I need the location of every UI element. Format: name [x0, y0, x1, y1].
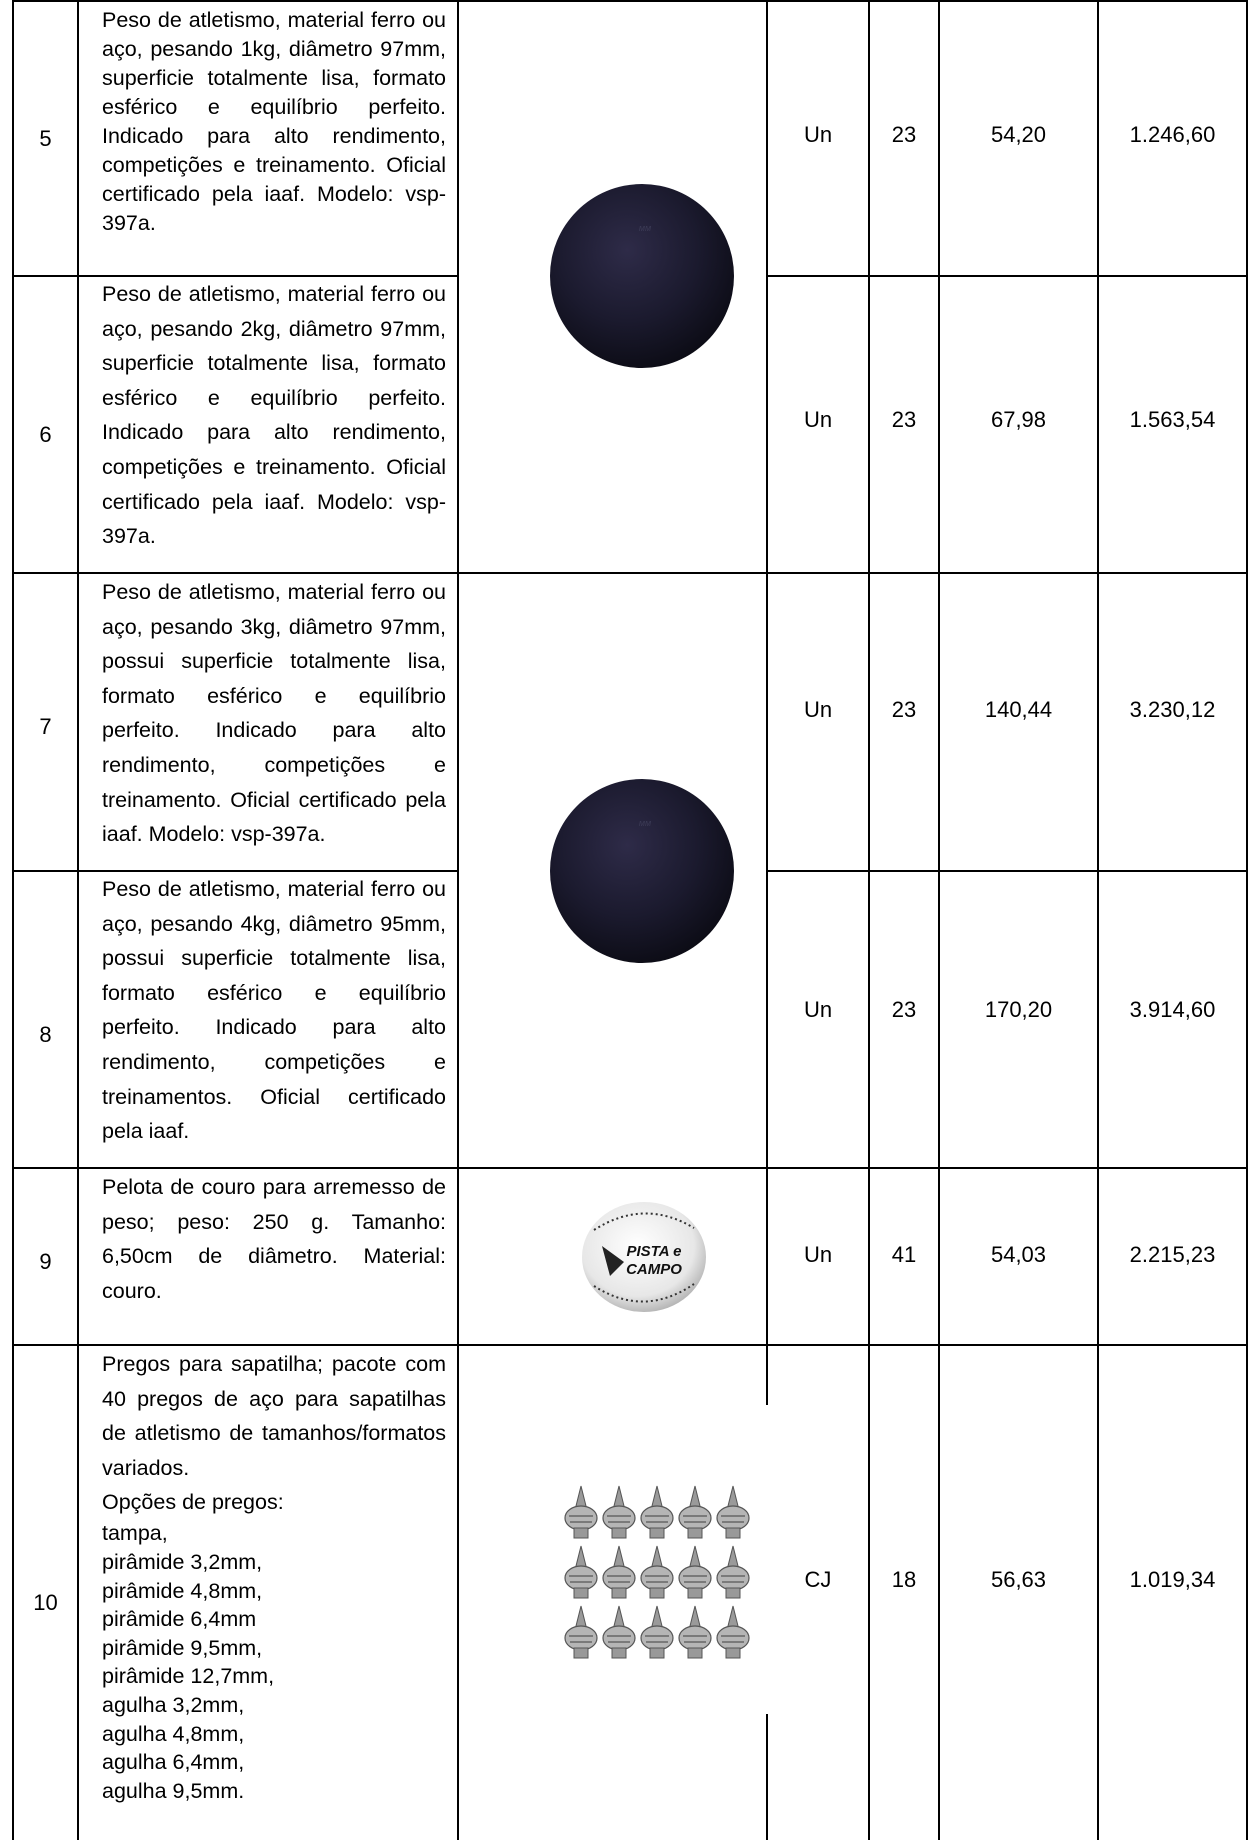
item-description: Pregos para sapatilha; pacote com 40 pregos de aço para sapatilhas de atletismo de tamanhos/formatos variados. — [102, 1352, 446, 1480]
quantity-cell: 18 — [891, 1567, 917, 1592]
item-description: Pelota de couro para arremesso de peso; peso: 250 g. Tamanho: 6,50cm de diâmetro. Material: couro. — [102, 1175, 446, 1303]
unit-price-cell: 54,03 — [990, 1242, 1047, 1267]
item-number: 8 — [39, 1021, 52, 1047]
total-price-cell: 1.019,34 — [1129, 1567, 1216, 1592]
shot-put-image — [549, 778, 735, 964]
item-description-block — [102, 1347, 446, 1805]
option-item: pirâmide 6,4mm — [102, 1607, 257, 1632]
option-item: tampa, — [102, 1521, 168, 1546]
spike-icon — [679, 1606, 711, 1658]
options-list — [102, 1519, 446, 1805]
svg-text:CAMPO: CAMPO — [626, 1261, 682, 1278]
spike-icon — [603, 1486, 635, 1538]
unit-cell: Un — [803, 407, 833, 432]
total-price-cell: 2.215,23 — [1129, 1242, 1216, 1267]
svg-text:ᴍᴍ: ᴍᴍ — [638, 818, 652, 828]
quantity-cell: 41 — [891, 1242, 917, 1267]
option-item: pirâmide 9,5mm, — [102, 1635, 263, 1660]
border-top — [12, 0, 1248, 2]
unit-price-cell: 54,20 — [990, 122, 1047, 147]
unit-price-cell: 140,44 — [984, 697, 1053, 722]
spike-icon — [717, 1486, 749, 1538]
item-number: 7 — [39, 714, 52, 739]
spike-icon — [717, 1606, 749, 1658]
options-label: Opções de pregos: — [102, 1490, 284, 1515]
spike-icon — [679, 1486, 711, 1538]
svg-text:ᴍᴍ: ᴍᴍ — [638, 223, 652, 233]
row-sep-7-8-right — [766, 870, 1248, 872]
row-sep-5-6-right — [766, 275, 1248, 277]
spike-icon — [679, 1546, 711, 1598]
item-number: 5 — [39, 125, 52, 151]
spike-icon — [641, 1606, 673, 1658]
unit-cell: Un — [803, 697, 833, 722]
spike-icon — [565, 1546, 597, 1598]
item-description: Peso de atletismo, material ferro ou aço, pesando 3kg, diâmetro 97mm, possui superficie totalmente lisa, formato esférico e equilíbrio perfeito. Indicado para alto rendimento, competições e treinamento. Oficial certificado pela iaaf. Modelo: vsp-397a. — [102, 580, 446, 847]
total-price-cell: 1.563,54 — [1129, 407, 1216, 432]
border-col3b — [766, 1714, 768, 1840]
option-item: agulha 3,2mm, — [102, 1692, 245, 1717]
spike-icon — [565, 1486, 597, 1538]
option-item: pirâmide 12,7mm, — [102, 1664, 275, 1689]
item-description: Peso de atletismo, material ferro ou aço, pesando 1kg, diâmetro 97mm, superficie totalmente lisa, formato esférico e equilíbrio perfeito. Indicado para alto rendimento, competições e treinamento. Oficial certificado pela iaaf. Modelo: vsp-397a. — [102, 8, 446, 235]
spike-icon — [641, 1546, 673, 1598]
spike-icon — [565, 1606, 597, 1658]
shot-put-image — [549, 183, 735, 369]
unit-cell: Un — [803, 997, 833, 1022]
quantity-cell: 23 — [891, 697, 917, 722]
option-item: agulha 4,8mm, — [102, 1721, 245, 1746]
quantity-cell: 23 — [891, 407, 917, 432]
leather-ball-image — [580, 1200, 708, 1314]
spike-icon — [603, 1606, 635, 1658]
item-number: 9 — [39, 1248, 52, 1274]
option-item: agulha 9,5mm. — [102, 1778, 245, 1803]
unit-cell: Un — [803, 1242, 833, 1267]
item-description: Peso de atletismo, material ferro ou aço, pesando 2kg, diâmetro 97mm, superficie totalmente lisa, formato esférico e equilíbrio perfeito. Indicado para alto rendimento, competições e treinamento. Oficial certificado pela iaaf. Modelo: vsp-397a. — [102, 282, 446, 549]
quantity-cell: 23 — [891, 122, 917, 147]
item-number: 10 — [33, 1590, 58, 1615]
row-sep-8-9 — [12, 1167, 1248, 1169]
svg-text:PISTA e: PISTA e — [626, 1243, 682, 1260]
unit-price-cell: 56,63 — [990, 1567, 1047, 1592]
unit-price-cell: 170,20 — [984, 997, 1053, 1022]
spikes-image — [560, 1482, 755, 1667]
row-sep-9-10 — [12, 1344, 1248, 1346]
option-item: agulha 6,4mm, — [102, 1750, 245, 1775]
option-item: pirâmide 4,8mm, — [102, 1578, 263, 1603]
item-description: Peso de atletismo, material ferro ou aço, pesando 4kg, diâmetro 95mm, possui superficie totalmente lisa, formato esférico e equilíbrio perfeito. Indicado para alto rendimento, competições e treinamentos. Oficial certificado pela iaaf. — [102, 877, 446, 1144]
total-price-cell: 1.246,60 — [1129, 122, 1216, 147]
option-item: pirâmide 3,2mm, — [102, 1549, 263, 1574]
item-number: 6 — [39, 421, 52, 447]
unit-price-cell: 67,98 — [990, 407, 1047, 432]
total-price-cell: 3.914,60 — [1129, 997, 1216, 1022]
spike-icon — [717, 1546, 749, 1598]
row-sep-6-7 — [12, 572, 1248, 574]
spike-icon — [641, 1486, 673, 1538]
spike-icon — [603, 1546, 635, 1598]
quantity-cell: 23 — [891, 997, 917, 1022]
unit-cell: CJ — [804, 1567, 832, 1592]
unit-cell: Un — [803, 122, 833, 147]
total-price-cell: 3.230,12 — [1129, 697, 1216, 722]
